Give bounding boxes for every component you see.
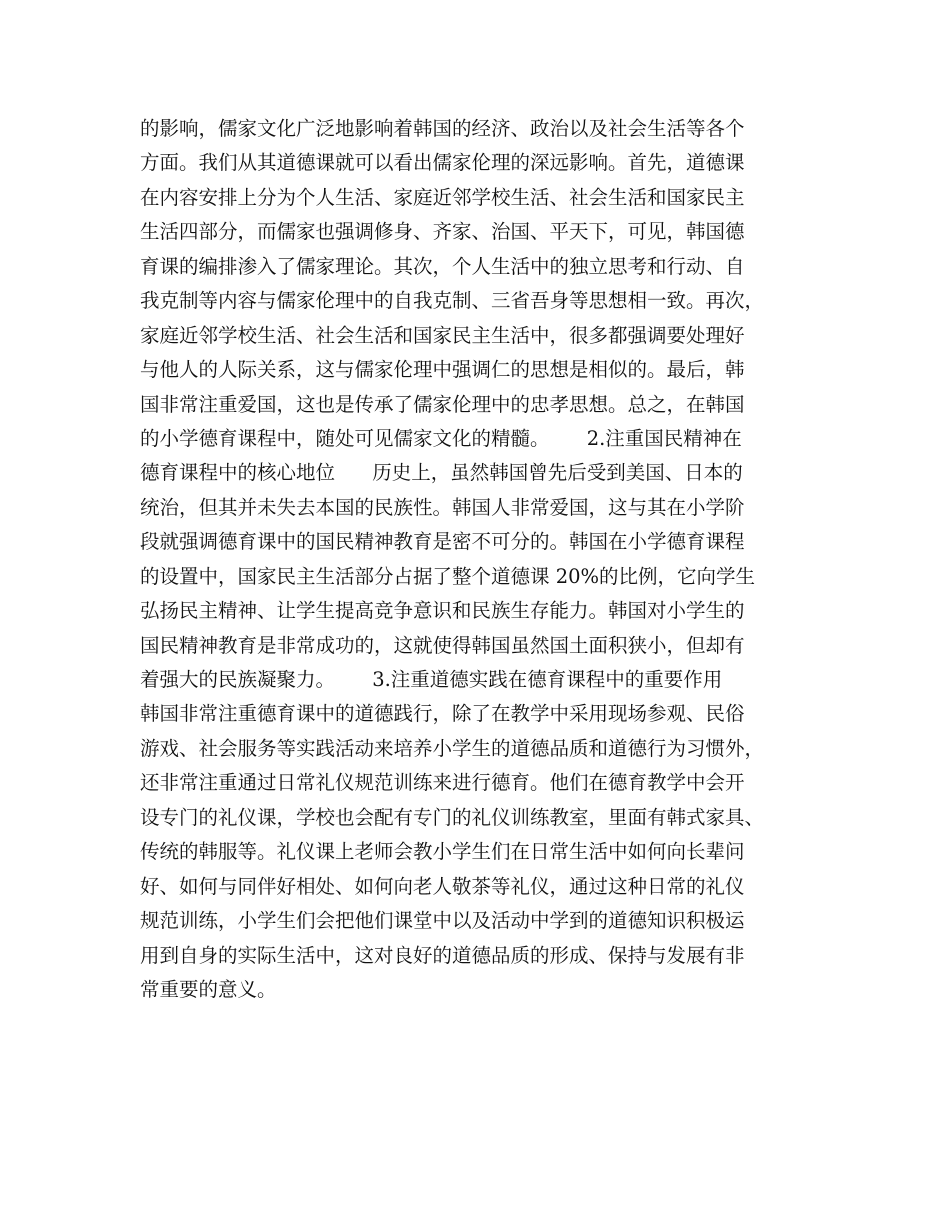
text-line: 德育课程中的核心地位 历史上，虽然韩国曾先后受到美国、日本的: [140, 461, 743, 485]
text-line: 用到自身的实际生活中，这对良好的道德品质的形成、保持与发展有非: [140, 943, 745, 967]
text-line: 的影响，儒家文化广泛地影响着韩国的经济、政治以及社会生活等各个: [140, 117, 745, 140]
text-line: 育课的编排渗入了儒家理论。其次，个人生活中的独立思考和行动、自: [140, 254, 745, 278]
text-line: 规范训练，小学生们会把他们课堂中以及活动中学到的道德知识积极运: [140, 909, 745, 933]
text-line: 的小学德育课程中，随处可见儒家文化的精髓。 2.注重国民精神在: [140, 426, 742, 450]
text-line: 好、如何与同伴好相处、如何向老人敬茶等礼仪，通过这种日常的礼仪: [140, 874, 745, 898]
text-line: 传统的韩服等。礼仪课上老师会教小学生们在日常生活中如何向长辈问: [140, 840, 745, 864]
text-line: 弘扬民主精神、让学生提高竞争意识和民族生存能力。韩国对小学生的: [140, 599, 745, 623]
text-line: 韩国非常注重德育课中的道德践行，除了在教学中采用现场参观、民俗: [140, 702, 745, 726]
text-line: 段就强调德育课中的国民精神教育是密不可分的。韩国在小学德育课程: [140, 530, 745, 554]
text-line: 方面。我们从其道德课就可以看出儒家伦理的深远影响。首先，道德课: [140, 151, 745, 175]
text-line: 家庭近邻学校生活、社会生活和国家民主生活中，很多都强调要处理好: [140, 323, 745, 347]
text-line: 着强大的民族凝聚力。 3.注重道德实践在德育课程中的重要作用: [140, 668, 723, 691]
text-line: 与他人的人际关系，这与儒家伦理中强调仁的思想是相似的。最后，韩: [140, 358, 745, 382]
text-line: 在内容安排上分为个人生活、家庭近邻学校生活、社会生活和国家民主: [140, 185, 745, 209]
body-text: [140, 112, 830, 1007]
text-line: 统治，但其并未失去本国的民族性。韩国人非常爱国，这与其在小学阶: [140, 495, 745, 519]
text-line: 游戏、社会服务等实践活动来培养小学生的道德品质和道德行为习惯外，: [140, 736, 765, 760]
text-line: 国民精神教育是非常成功的，这就使得韩国虽然国土面积狭小，但却有: [140, 633, 745, 657]
text-line: 常重要的意义。: [140, 977, 277, 1001]
text-line: 的设置中，国家民主生活部分占据了整个道德课 20%的比例，它向学生: [140, 564, 756, 588]
text-line: 国非常注重爱国，这也是传承了儒家伦理中的忠孝思想。总之，在韩国: [140, 392, 745, 416]
text-line: 我克制等内容与儒家伦理中的自我克制、三省吾身等思想相一致。再次，: [140, 289, 765, 313]
text-line: 设专门的礼仪课，学校也会配有专门的礼仪训练教室，里面有韩式家具、: [140, 805, 765, 829]
text-line: 生活四部分，而儒家也强调修身、齐家、治国、平天下，可见，韩国德: [140, 220, 745, 244]
text-line: 还非常注重通过日常礼仪规范训练来进行德育。他们在德育教学中会开: [140, 771, 745, 795]
